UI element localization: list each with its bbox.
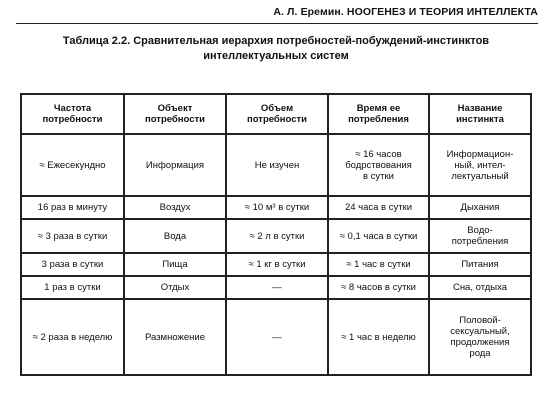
table-cell: ≈ 8 часов в сутки (328, 276, 429, 299)
table-row (21, 134, 531, 196)
table-cell: Питания (429, 253, 531, 276)
table-cell: 3 раза в сутки (21, 253, 124, 276)
table-cell: ≈ 0,1 часа в сутки (328, 219, 429, 253)
table-row (21, 253, 531, 276)
table-cell: ≈ 16 часов бодрствования в сутки (328, 134, 429, 196)
table-cell: Водо- потребления (429, 219, 531, 253)
caption-line-2: интеллектуальных систем (203, 50, 349, 62)
column-header-volume: Объем потребности (226, 94, 328, 134)
table-cell: 16 раз в минуту (21, 196, 124, 219)
table-cell: 24 часа в сутки (328, 196, 429, 219)
table-cell: Сна, отдыха (429, 276, 531, 299)
table-cell: ≈ 2 раза в неделю (21, 299, 124, 375)
caption-line-1: Таблица 2.2. Сравнительная иерархия потребностей-побуждений-инстинктов (62, 35, 490, 47)
needs-hierarchy-table (20, 93, 532, 376)
table-cell: Пища (124, 253, 226, 276)
table-cell: Информацион- ный, интел- лектуальный (429, 134, 531, 196)
table-row (21, 196, 531, 219)
table-cell: Отдых (124, 276, 226, 299)
table-cell: ≈ 3 раза в сутки (21, 219, 124, 253)
header-divider (16, 23, 538, 24)
table-cell: Вода (124, 219, 226, 253)
table-cell: ≈ 1 кг в сутки (226, 253, 328, 276)
table-caption (14, 34, 538, 64)
table-cell: Дыхания (429, 196, 531, 219)
table-cell: Информация (124, 134, 226, 196)
table-row (21, 299, 531, 375)
table-cell: ≈ 10 м³ в сутки (226, 196, 328, 219)
table-cell: — (226, 299, 328, 375)
column-header-instinct: Название инстинкта (429, 94, 531, 134)
table-cell: ≈ 1 час в неделю (328, 299, 429, 375)
table-cell: Воздух (124, 196, 226, 219)
table-cell: ≈ Ежесекундно (21, 134, 124, 196)
table-header-row (21, 94, 531, 134)
table-cell: — (226, 276, 328, 299)
running-header: А. Л. Еремин. НООГЕНЕЗ И ТЕОРИЯ ИНТЕЛЛЕКТА (273, 6, 538, 18)
table-cell: ≈ 1 час в сутки (328, 253, 429, 276)
column-header-frequency: Частота потребности (21, 94, 124, 134)
column-header-object: Объект потребности (124, 94, 226, 134)
table-cell: Половой- сексуальный, продолжения рода (429, 299, 531, 375)
table-cell: ≈ 2 л в сутки (226, 219, 328, 253)
table-cell: 1 раз в сутки (21, 276, 124, 299)
table-row (21, 276, 531, 299)
column-header-time: Время ее потребления (328, 94, 429, 134)
table-cell: Не изучен (226, 134, 328, 196)
table-cell: Размножение (124, 299, 226, 375)
table-row (21, 219, 531, 253)
